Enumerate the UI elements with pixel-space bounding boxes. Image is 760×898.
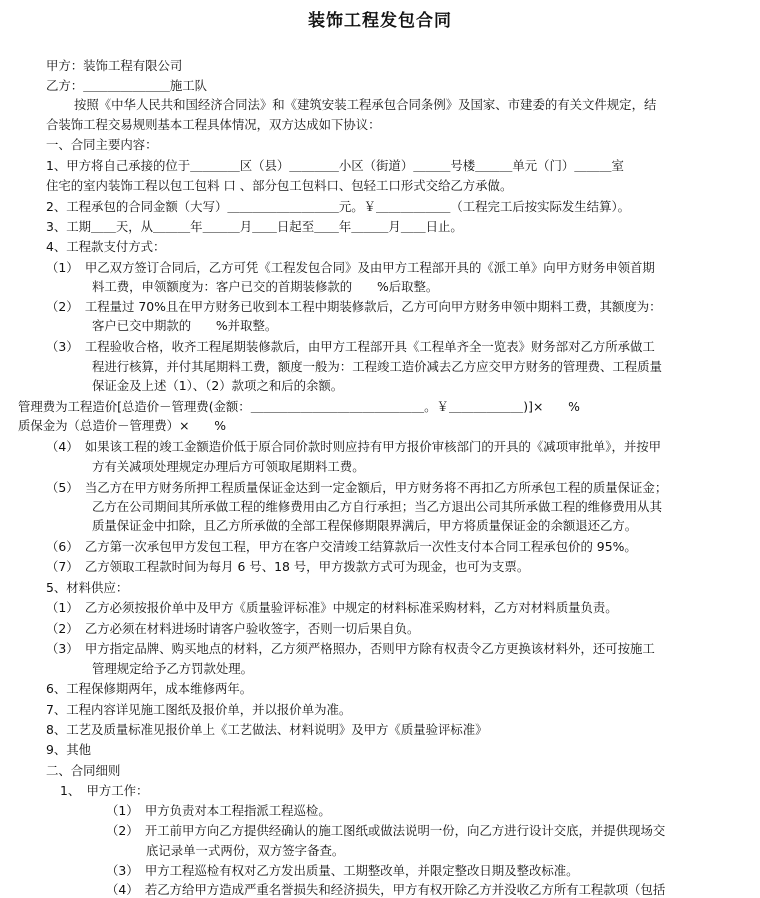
duty-3-line: （3） 甲方工程巡检有权对乙方发出质量、工期整改单，并限定整改日期及整改标准。 bbox=[106, 863, 579, 878]
document-title: 装饰工程发包合同 bbox=[308, 11, 452, 31]
duty-2-line-2: 底记录单一式两份，双方签字备查。 bbox=[146, 843, 345, 858]
payment-5-line-3: 质量保证金中扣除，且乙方所承做的全部工程保修期限界满后，甲方将质量保证金的余额退还乙方。 bbox=[92, 518, 638, 533]
clause-2-line: 2、工程承包的合同金额（大写）＿＿＿＿＿＿＿＿＿元。￥＿＿＿＿＿＿（工程完工后按实际发生结算）。 bbox=[46, 199, 631, 214]
section-heading-1: 一、合同主要内容： bbox=[46, 137, 158, 152]
management-fee-line: 管理费为工程造价[总造价－管理费(金额：＿＿＿＿＿＿＿＿＿＿＿＿＿＿。￥＿＿＿＿＿＿)]× % bbox=[18, 399, 580, 414]
clause-8-line: 8、工艺及质量标准见报价单上《工艺做法、材料说明》及甲方《质量验评标准》 bbox=[46, 722, 488, 737]
payment-6-line: （6） 乙方第一次承包甲方发包工程，甲方在客户交清竣工结算款后一次性支付本合同工程承包价的 95%。 bbox=[46, 539, 637, 554]
clause-3-line: 3、工期＿＿天，从＿＿＿年＿＿＿月＿＿日起至＿＿年＿＿＿月＿＿日止。 bbox=[46, 219, 463, 234]
party-a-duties-heading: 1、 甲方工作： bbox=[60, 783, 149, 798]
payment-3-line-1: （3） 工程验收合格，收齐工程尾期装修款后，由甲方工程部开具《工程单齐全一览表》财务部对乙方所承做工 bbox=[46, 339, 655, 354]
payment-2-line-1: （2） 工程量过 70%且在甲方财务已收到本工程中期装修款后，乙方可向甲方财务申领中期料工费，其额度为： bbox=[46, 299, 662, 314]
clause-1-line-2: 住宅的室内装饰工程以包工包料 口 、部分包工包料口、包轻工口形式交给乙方承做。 bbox=[46, 178, 513, 193]
payment-3-line-3: 保证金及上述（1）、（2）款项之和后的余额。 bbox=[92, 378, 344, 393]
preamble-line-2: 合装饰工程交易规则基本工程具体情况，双方达成如下协议： bbox=[46, 117, 381, 132]
duty-4-line: （4） 若乙方给甲方造成严重名誉损失和经济损失，甲方有权开除乙方并没收乙方所有工程款项（包括 bbox=[106, 882, 666, 897]
duty-2-line-1: （2） 开工前甲方向乙方提供经确认的施工图纸或做法说明一份，向乙方进行设计交底，并提供现场交 bbox=[106, 823, 666, 838]
party-b-line: 乙方：＿＿＿＿＿＿＿施工队 bbox=[46, 78, 208, 93]
payment-5-line-1: （5） 当乙方在甲方财务所押工程质量保证金达到一定金额后，甲方财务将不再扣乙方所承包工程的质量保证金； bbox=[46, 480, 668, 495]
clause-6-line: 6、工程保修期两年，成本维修两年。 bbox=[46, 681, 253, 696]
warranty-deposit-line: 质保金为（总造价－管理费）× % bbox=[18, 418, 227, 433]
clause-7-line: 7、工程内容详见施工图纸及报价单，并以报价单为准。 bbox=[46, 702, 352, 717]
preamble-line-1: 按照《中华人民共和国经济合同法》和《建筑安装工程承包合同条例》及国家、市建委的有关文件规定，结 bbox=[74, 97, 657, 112]
duty-1-line: （1） 甲方负责对本工程指派工程巡检。 bbox=[106, 803, 331, 818]
material-1-line: （1） 乙方必须按报价单中及甲方《质量验评标准》中规定的材料标准采购材料，乙方对材料质量负责。 bbox=[46, 600, 618, 615]
payment-1-line-1: （1） 甲乙双方签订合同后，乙方可凭《工程发包合同》及由甲方工程部开具的《派工单》向甲方财务申领首期 bbox=[46, 260, 655, 275]
clause-5-heading: 5、材料供应： bbox=[46, 580, 129, 595]
clause-1-line-1: 1、甲方将自己承接的位于＿＿＿＿区（县）＿＿＿＿小区（街道）＿＿＿号楼＿＿＿单元（门）＿＿＿室 bbox=[46, 158, 624, 173]
payment-4-line-1: （4） 如果该工程的竣工金额造价低于原合同价款时则应持有甲方报价审核部门的开具的《减项审批单》，并按甲 bbox=[46, 439, 662, 454]
payment-1-line-2: 料工费，申领额度为：客户已交的首期装修款的 %后取整。 bbox=[92, 279, 439, 294]
material-3-line-2: 管理规定给予乙方罚款处理。 bbox=[92, 661, 254, 676]
material-3-line-1: （3） 甲方指定品牌、购买地点的材料，乙方须严格照办，否则甲方除有权责令乙方更换该材料外，还可按施工 bbox=[46, 641, 655, 656]
payment-2-line-2: 客户已交中期款的 %并取整。 bbox=[92, 318, 278, 333]
payment-7-line: （7） 乙方领取工程款时间为每月 6 号、18 号，甲方拨款方式可为现金，也可为支票。 bbox=[46, 559, 530, 574]
party-a-line: 甲方：装饰工程有限公司 bbox=[46, 58, 183, 73]
payment-3-line-2: 程进行核算，并付其尾期料工费，额度一般为：工程竣工造价减去乙方应交甲方财务的管理费、工程质量 bbox=[92, 359, 662, 374]
material-2-line: （2） 乙方必须在材料进场时请客户验收签字，否则一切后果自负。 bbox=[46, 621, 420, 636]
clause-4-heading: 4、工程款支付方式： bbox=[46, 239, 166, 254]
payment-4-line-2: 方有关减项处理规定办理后方可领取尾期料工费。 bbox=[92, 459, 365, 474]
payment-5-line-2: 乙方在公司期间其所承做工程的维修费用由乙方自行承担；当乙方退出公司其所承做工程的维修费用从其 bbox=[92, 499, 662, 514]
clause-9-line: 9、其他 bbox=[46, 742, 92, 757]
section-heading-2: 二、合同细则 bbox=[46, 763, 121, 778]
